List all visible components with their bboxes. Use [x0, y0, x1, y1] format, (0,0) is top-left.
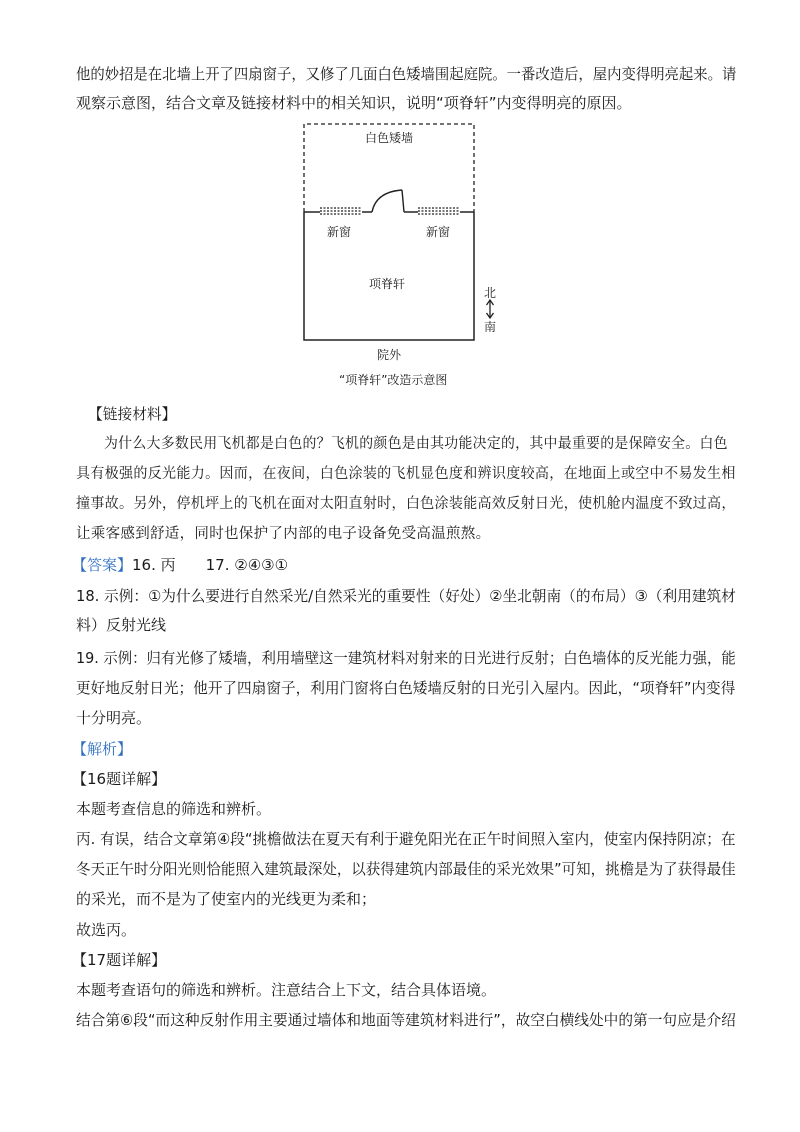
door-arc: [372, 190, 402, 212]
compass-arrow: [487, 300, 494, 318]
answer-tag: 【答案】: [72, 556, 133, 574]
low-wall-label: 白色矮墙: [365, 131, 414, 145]
link-material-line-3: 撞事故。另外，停机坪上的飞机在面对太阳直射时，白色涂装能高效反射日光，使机舱内温度不致过高，: [76, 496, 736, 512]
diagram-drawing: [0, 0, 800, 400]
answer-q16: 16. 丙: [132, 556, 176, 574]
compass-north: 北: [484, 286, 497, 300]
q17-heading: 【17题详解】: [72, 951, 167, 969]
link-material-line-4: 让乘客感到舒适，同时也保护了内部的电子设备免受高温煎熬。: [76, 526, 491, 542]
q16-line-2: 丙. 有误，结合文章第④段“挑檐做法在夏天有利于避免阳光在正午时间照入室内，使室内保持阴凉；在: [76, 830, 736, 848]
link-material-line-1: 为什么大多数民用飞机都是白色的？飞机的颜色是由其功能决定的，其中最重要的是保障安全。白色: [104, 436, 728, 452]
left-window-mark: [320, 208, 362, 214]
q17-line-1: 本题考查语句的筛选和辨析。注意结合上下文，结合具体语境。: [76, 981, 497, 999]
analysis-tag: 【解析】: [72, 740, 133, 758]
link-material-line-2: 具有极强的反光能力。因而，在夜间，白色涂装的飞机显色度和辨识度较高，在地面上或空中不易发生相: [76, 466, 736, 482]
answer-q19-line-2: 更好地反射日光；他开了四扇窗子，利用门窗将白色矮墙反射的日光引入屋内。因此，“项脊轩”内变得: [76, 679, 736, 697]
q16-line-5: 故选丙。: [76, 921, 137, 939]
low-wall-outline: [304, 124, 474, 212]
answer-line: [72, 555, 732, 575]
answer-q18-line-2: 料）反射光线: [76, 616, 167, 634]
renovation-diagram: [0, 0, 800, 400]
window-left-label: 新窗: [327, 225, 352, 239]
room-label: 项脊轩: [369, 277, 406, 291]
q16-heading: 【16题详解】: [72, 770, 167, 788]
answer-q19-line-1: 19. 示例：归有光修了矮墙，利用墙壁这一建筑材料对射来的日光进行反射；白色墙体的反光能力强，能: [76, 649, 736, 667]
link-material-heading: 【链接材料】: [88, 405, 177, 423]
window-right-label: 新窗: [426, 225, 451, 239]
intro-line-1: 他的妙招是在北墙上开了四扇窗子，又修了几面白色矮墙围起庭院。一番改造后，屋内变得明亮起来。请: [76, 65, 737, 83]
room-walls: [304, 212, 474, 340]
answer-q17: 17. ②④③①: [205, 556, 289, 574]
q16-line-1: 本题考查信息的筛选和辨析。: [76, 800, 272, 818]
answer-q18-line-1: 18. 示例：①为什么要进行自然采光/自然采光的重要性（好处）②坐北朝南（的布局）③（利用建筑材: [76, 587, 736, 605]
q16-line-3: 冬天正午时分阳光则恰能照入建筑最深处，以获得建筑内部最佳的采光效果”可知，挑檐是为了获得最佳: [76, 860, 736, 878]
answer-q19-line-3: 十分明亮。: [76, 709, 152, 727]
q17-line-2: 结合第⑥段“而这种反射作用主要通过墙体和地面等建筑材料进行”，故空白横线处中的第一句应是介绍: [76, 1011, 736, 1029]
intro-line-2: 观察示意图，结合文章及链接材料中的相关知识，说明“项脊轩”内变得明亮的原因。: [76, 94, 632, 112]
right-window-mark: [418, 208, 460, 214]
diagram-caption: “项脊轩”改造示意图: [339, 373, 448, 387]
compass-south: 南: [484, 320, 497, 334]
outside-label: 院外: [377, 348, 402, 362]
q16-line-4: 的采光，而不是为了使室内的光线更为柔和；: [76, 890, 377, 908]
